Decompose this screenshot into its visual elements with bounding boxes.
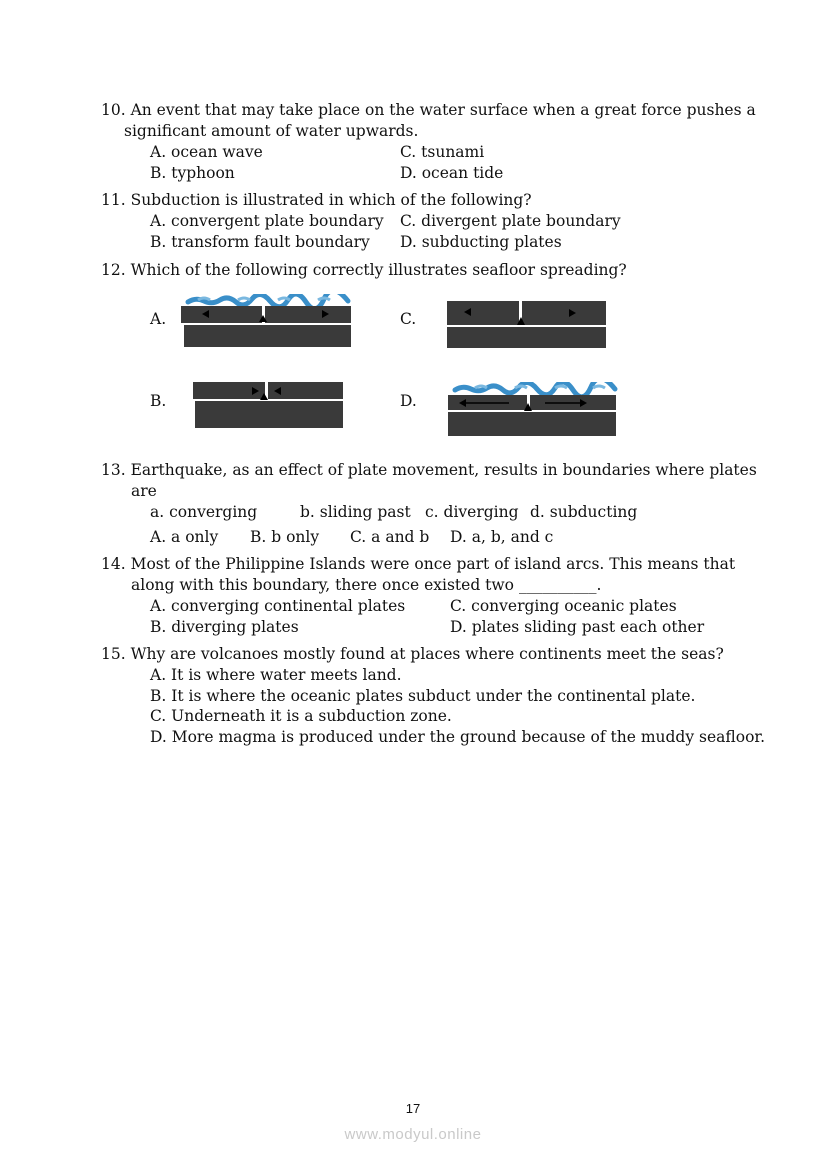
q12-label-b: B. xyxy=(150,392,167,410)
q13-option-b: B. b only xyxy=(250,528,320,546)
q14-option-b: B. diverging plates xyxy=(150,618,299,636)
q10-option-d: D. ocean tide xyxy=(400,164,504,182)
question-15-stem: 15. Why are volcanoes mostly found at places where continents meet the seas? xyxy=(101,645,724,663)
diagram-b-converging-plates xyxy=(190,379,346,431)
q14-option-a: A. converging continental plates xyxy=(150,597,406,615)
q14-option-d: D. plates sliding past each other xyxy=(450,618,705,636)
q13-item-b: b. sliding past xyxy=(300,503,411,521)
q11-option-d: D. subducting plates xyxy=(400,233,562,251)
q12-label-d: D. xyxy=(400,392,417,410)
q13-option-c: C. a and b xyxy=(350,528,430,546)
question-11-stem: 11. Subduction is illustrated in which of the following? xyxy=(101,191,532,209)
q13-option-a: A. a only xyxy=(150,528,219,546)
question-14-stem-cont: along with this boundary, there once existed two __________. xyxy=(131,576,602,594)
diagram-c-diverging-plates xyxy=(444,298,610,350)
q13-item-c: c. diverging xyxy=(425,503,519,521)
q15-option-b: B. It is where the oceanic plates subduct under the continental plate. xyxy=(150,687,696,705)
question-10-stem-cont: significant amount of water upwards. xyxy=(124,122,419,140)
watermark: www.modyul.online xyxy=(344,1126,482,1143)
q11-option-a: A. convergent plate boundary xyxy=(150,212,384,230)
q12-label-a: A. xyxy=(150,310,167,328)
q15-option-a: A. It is where water meets land. xyxy=(150,666,402,684)
question-10-stem: 10. An event that may take place on the water surface when a great force pushes a xyxy=(101,101,756,119)
q11-option-c: C. divergent plate boundary xyxy=(400,212,621,230)
q11-option-b: B. transform fault boundary xyxy=(150,233,370,251)
q15-option-d: D. More magma is produced under the ground because of the muddy seafloor. xyxy=(150,728,766,746)
q10-option-a: A. ocean wave xyxy=(150,143,263,161)
q14-option-c: C. converging oceanic plates xyxy=(450,597,677,615)
diagram-a-seafloor-spreading xyxy=(178,294,354,350)
page-number: 17 xyxy=(405,1101,421,1116)
question-13-stem: 13. Earthquake, as an effect of plate movement, results in boundaries where plates xyxy=(101,461,757,479)
question-12-stem: 12. Which of the following correctly illustrates seafloor spreading? xyxy=(101,261,627,279)
question-14-stem: 14. Most of the Philippine Islands were once part of island arcs. This means that xyxy=(101,555,736,573)
q13-option-d: D. a, b, and c xyxy=(450,528,554,546)
diagram-d-seafloor-spreading xyxy=(445,382,621,438)
q13-item-d: d. subducting xyxy=(530,503,638,521)
q10-option-b: B. typhoon xyxy=(150,164,235,182)
question-13-stem-cont: are xyxy=(131,482,157,500)
q12-label-c: C. xyxy=(400,310,417,328)
q10-option-c: C. tsunami xyxy=(400,143,485,161)
q15-option-c: C. Underneath it is a subduction zone. xyxy=(150,707,452,725)
q13-item-a: a. converging xyxy=(150,503,258,521)
